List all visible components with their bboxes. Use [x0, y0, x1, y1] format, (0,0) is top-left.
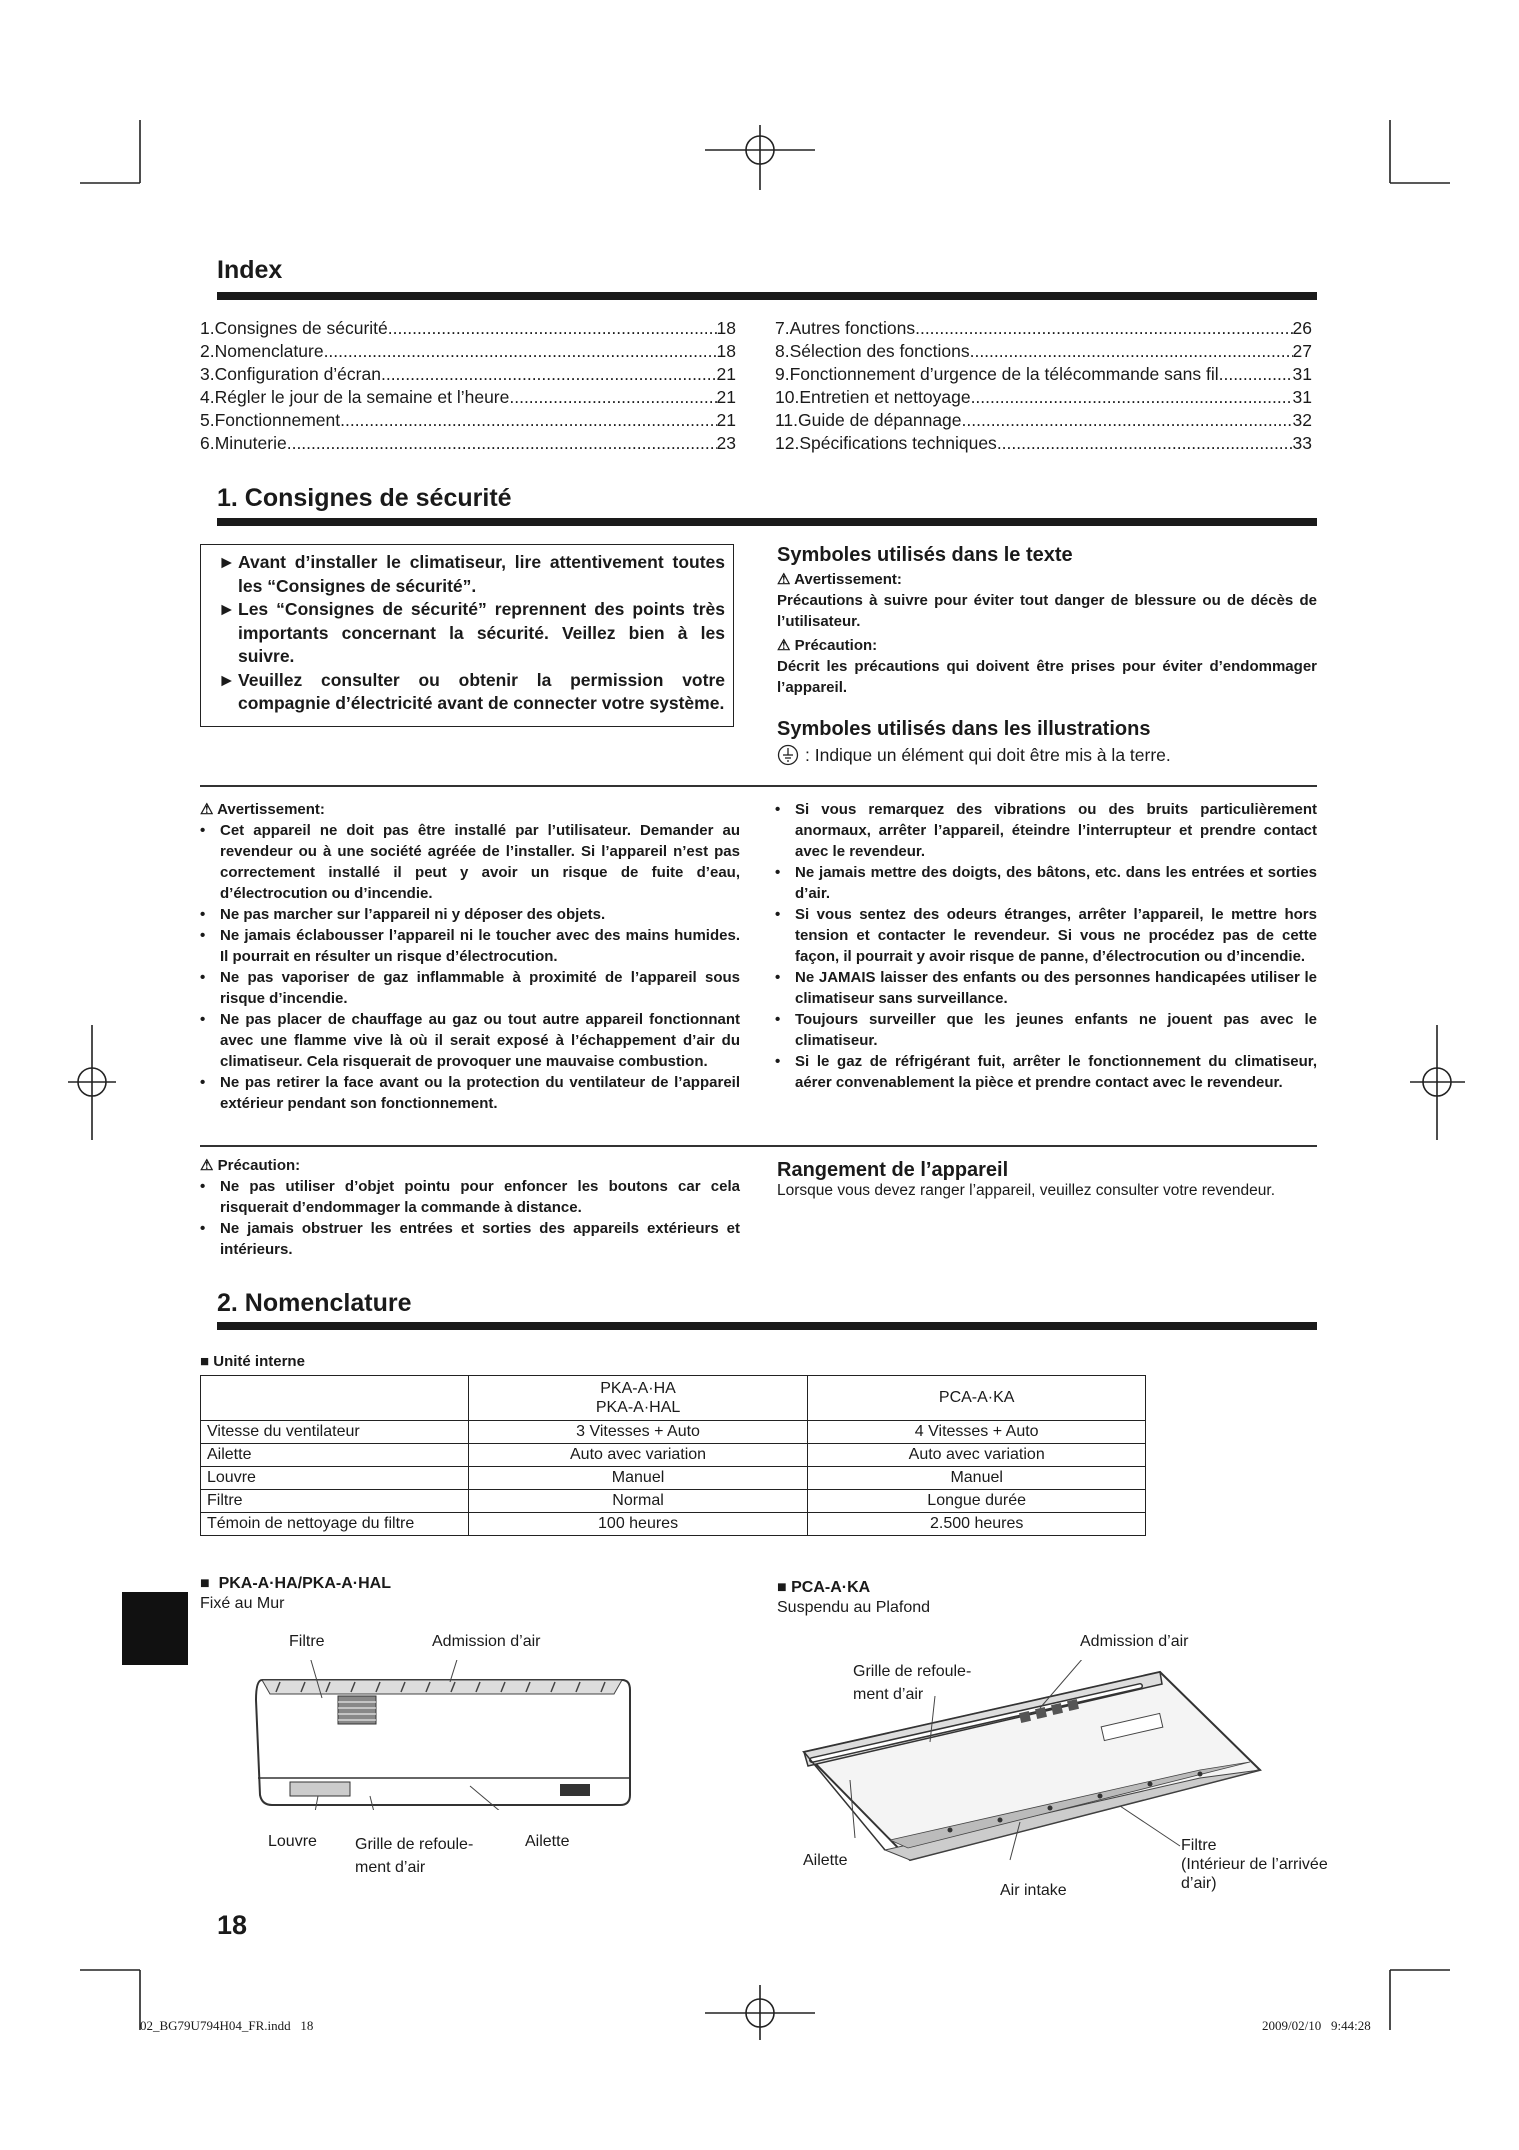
- pka-heading: ■ PKA-A·HA/PKA-A·HAL Fixé au Mur: [200, 1575, 391, 1612]
- divider: [200, 785, 1317, 787]
- warning-item: • Ne jamais éclabousser l’appareil ni le toucher avec des mains humides. Il pourrait en résulter un risque d’électrocution.: [200, 925, 740, 967]
- col-header: PKA-A·HA: [600, 1380, 676, 1397]
- toc-item[interactable]: 2. Nomenclature ..... 18: [200, 340, 736, 363]
- storage-text: Lorsque vous devez ranger l’appareil, veuillez consulter votre revendeur.: [777, 1182, 1276, 1199]
- warning-item: • Si vous sentez des odeurs étranges, arrêter l’appareil, le mettre hors tension et contacter le revendeur. Si vous ne procédez pas de cette façon, il pourrait y avoir risque de panne, d’électrocution ou d’incendie.: [775, 904, 1317, 967]
- nomenclature-rule: [217, 1322, 1317, 1330]
- warning-item: • Ne pas vaporiser de gaz inflammable à proximité de l’appareil sous risque d’incendie.: [200, 967, 740, 1009]
- toc-item[interactable]: 3. Configuration d’écran ..... 21: [200, 363, 736, 386]
- warning-triangle-icon: ⚠: [777, 571, 791, 588]
- toc-item[interactable]: 8. Sélection des fonctions ..... 27: [775, 340, 1312, 363]
- notice-item: ► Avant d’installer le climatiseur, lire attentivement toutes les “Consignes de sécurité”.: [218, 552, 725, 596]
- pca-label-grille: Grille de refoule- ment d’air: [853, 1663, 972, 1703]
- toc-left: [200, 317, 736, 455]
- storage-title: Rangement de l’appareil: [777, 1159, 1009, 1181]
- pka-label-admission: Admission d’air: [432, 1633, 541, 1650]
- toc-item[interactable]: 4. Régler le jour de la semaine et l’heure ..... 21: [200, 386, 736, 409]
- col-header: PCA-A·KA: [808, 1376, 1146, 1421]
- table-row: Ailette Auto avec variation Auto avec variation: [201, 1444, 1146, 1467]
- caution-triangle-icon: ⚠: [777, 637, 791, 654]
- caution-triangle-icon: ⚠: [200, 1157, 214, 1174]
- footer-filename: 02_BG79U794H04_FR.indd 18: [140, 2018, 314, 2033]
- caution-item: • Ne jamais obstruer les entrées et sorties des appareils extérieurs et intérieurs.: [200, 1218, 740, 1260]
- warning-heading: Avertissement:: [217, 801, 325, 818]
- pca-label-ailette: Ailette: [803, 1852, 848, 1869]
- warning-triangle-icon: ⚠: [200, 801, 214, 818]
- table-row: Filtre Normal Longue durée: [201, 1490, 1146, 1513]
- table-header-row: [201, 1376, 1146, 1421]
- toc-item[interactable]: 7. Autres fonctions ..... 26: [775, 317, 1312, 340]
- pka-label-louvre: Louvre: [268, 1833, 317, 1850]
- table-row: Louvre Manuel Manuel: [201, 1467, 1146, 1490]
- warning-item: • Cet appareil ne doit pas être installé par l’utilisateur. Demander au revendeur ou à une société agréée de l’installer. Si l’appareil n’est pas correctement installé il peut y avoir un risque de fuite d’eau, d’électrocution ou d’incendie.: [200, 820, 740, 904]
- cautions-section: [200, 1155, 740, 1260]
- notice-item: ► Les “Consignes de sécurité” reprennent des points très importants concernant la sécurité. Veillez bien à les suivre.: [218, 599, 725, 666]
- warning-item: • Toujours surveiller que les jeunes enfants ne jouent pas avec le climatiseur.: [775, 1009, 1317, 1051]
- page-number: 18: [217, 1910, 248, 1940]
- warning-item: • Ne pas retirer la face avant ou la protection du ventilateur de l’appareil extérieur pendant son fonctionnement.: [200, 1072, 740, 1114]
- col-header: PKA-A·HAL: [595, 1399, 681, 1416]
- ground-icon: [777, 744, 799, 766]
- safety-rule: [217, 518, 1317, 526]
- toc-item[interactable]: 12. Spécifications techniques ..... 33: [775, 432, 1312, 455]
- pca-label-intake: Air intake: [1000, 1882, 1067, 1899]
- toc-item[interactable]: 11. Guide de dépannage ..... 32: [775, 409, 1312, 432]
- storage-section: [777, 1159, 1317, 1200]
- divider: [200, 1145, 1317, 1147]
- ground-desc: : Indique un élément qui doit être mis à la terre.: [805, 744, 1171, 765]
- toc-item[interactable]: 6. Minuterie ..... 23: [200, 432, 736, 455]
- pca-label-admission: Admission d’air: [1080, 1633, 1189, 1650]
- index-rule: [217, 292, 1317, 300]
- symbols-illus-title: Symboles utilisés dans les illustrations: [777, 718, 1151, 740]
- caution-desc: Décrit les précautions qui doivent être prises pour éviter d’endommager l’appareil.: [777, 658, 1317, 696]
- symbols-text-section: [777, 544, 1317, 766]
- table-row: Vitesse du ventilateur 3 Vitesses + Auto 4 Vitesses + Auto: [201, 1421, 1146, 1444]
- nomenclature-title: 2. Nomenclature: [217, 1289, 412, 1317]
- square-bullet-icon: ■: [200, 1353, 210, 1370]
- toc-item[interactable]: 1. Consignes de sécurité ..... 18: [200, 317, 736, 340]
- pka-label-grille: Grille de refoule- ment d’air: [355, 1836, 474, 1876]
- pka-label-filtre: Filtre: [289, 1633, 325, 1650]
- footer-timestamp: 2009/02/10 9:44:28: [1262, 2018, 1371, 2033]
- square-bullet-icon: ■: [200, 1575, 210, 1592]
- warning-item: • Ne pas marcher sur l’appareil ni y déposer des objets.: [200, 904, 740, 925]
- pka-label-ailette: Ailette: [525, 1833, 570, 1850]
- square-bullet-icon: ■: [777, 1579, 787, 1596]
- pca-label-filtre: Filtre (Intérieur de l’arrivée d’air): [1181, 1837, 1328, 1892]
- warning-item: • Ne pas placer de chauffage au gaz ou tout autre appareil fonctionnant avec une flamme vive là où il serait exposé à l’échappement d’air du climatiseur. Cela risquerait de provoquer une mauvaise combustion.: [200, 1009, 740, 1072]
- safety-notice-box: [200, 544, 734, 727]
- warning-item: • Si vous remarquez des vibrations ou des bruits particulièrement anormaux, arrêter l’appareil, éteindre l’interrupteur et prendre contact avec le revendeur.: [775, 799, 1317, 862]
- table-row: Témoin de nettoyage du filtre 100 heures 2.500 heures: [201, 1513, 1146, 1536]
- symbols-text-title: Symboles utilisés dans le texte: [777, 544, 1073, 566]
- warning-item: • Si le gaz de réfrigérant fuit, arrêter le fonctionnement du climatiseur, aérer convenablement la pièce et prendre contact avec le revendeur.: [775, 1051, 1317, 1093]
- warning-label: Avertissement:: [794, 571, 902, 588]
- pka-unit-illustration: [250, 1660, 640, 1810]
- toc-right: [775, 317, 1312, 455]
- toc-item[interactable]: 10. Entretien et nettoyage ..... 31: [775, 386, 1312, 409]
- pca-heading: ■ PCA-A·KA Suspendu au Plafond: [777, 1579, 931, 1616]
- warning-item: • Ne JAMAIS laisser des enfants ou des personnes handicapées utiliser le climatiseur sans surveillance.: [775, 967, 1317, 1009]
- unit-label: ■ Unité interne: [200, 1353, 305, 1370]
- nomenclature-table: [200, 1375, 1146, 1536]
- toc-item[interactable]: 9. Fonctionnement d’urgence de la télécommande sans fil ..... 31: [775, 363, 1312, 386]
- warning-desc: Précautions à suivre pour éviter tout danger de blessure ou de décès de l’utilisateur.: [777, 592, 1317, 630]
- caution-heading: Précaution:: [217, 1157, 301, 1174]
- warning-item: • Ne jamais mettre des doigts, des bâtons, etc. dans les entrées et sorties d’air.: [775, 862, 1317, 904]
- warnings-left: [200, 799, 740, 1114]
- caution-label: Précaution:: [794, 637, 878, 654]
- notice-item: ► Veuillez consulter ou obtenir la permission votre compagnie d’électricité avant de connecter votre système.: [218, 669, 725, 713]
- toc-item[interactable]: 5. Fonctionnement ..... 21: [200, 409, 736, 432]
- warnings-right: [775, 799, 1317, 1093]
- caution-item: • Ne pas utiliser d’objet pointu pour enfoncer les boutons car cela risquerait d’endommager la commande à distance.: [200, 1176, 740, 1218]
- safety-title: 1. Consignes de sécurité: [217, 484, 512, 512]
- index-title: Index: [217, 256, 283, 284]
- section-tab-marker: [122, 1592, 188, 1665]
